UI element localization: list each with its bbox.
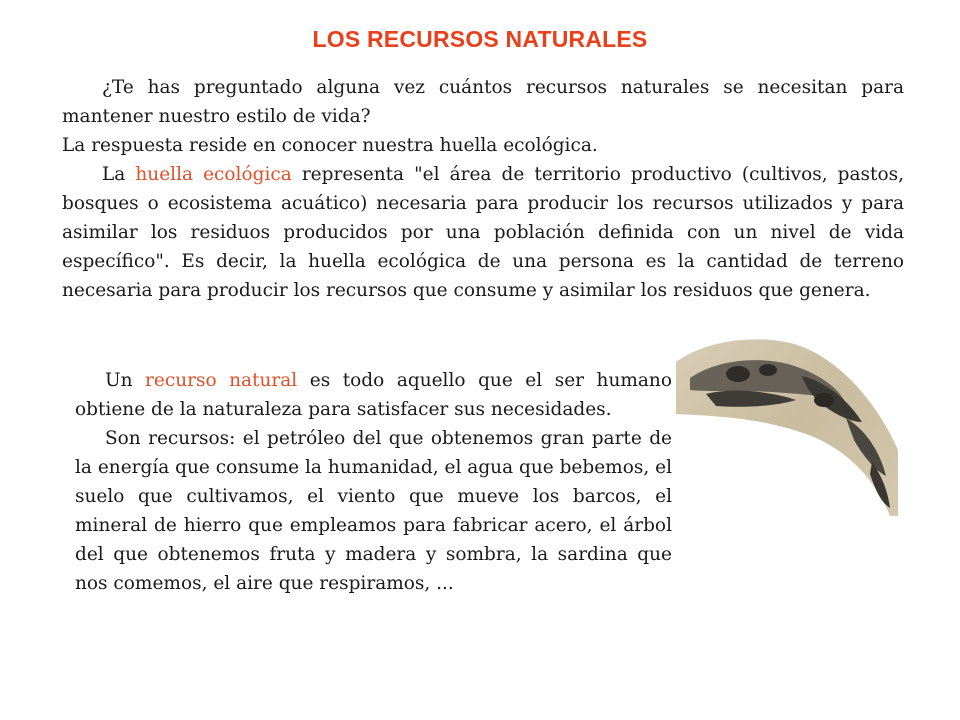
resource-prefix: Un	[105, 370, 146, 391]
footprint-illustration	[676, 330, 898, 516]
resource-definition	[75, 366, 672, 424]
resource-rest: es todo aquello que el ser humano obtiene de la naturaleza para satisfacer sus necesidades.	[75, 370, 672, 420]
resource-section	[75, 366, 672, 598]
footprint-definition	[62, 160, 904, 305]
page-title: LOS RECURSOS NATURALES	[312, 26, 648, 52]
intro-answer: La respuesta reside en conocer nuestra huella ecológica.	[62, 135, 598, 156]
intro-question: ¿Te has preguntado alguna vez cuántos recursos naturales se necesitan para mantener nuestro estilo de vida?	[62, 77, 904, 127]
highlight-term-huella: huella ecológica	[135, 164, 292, 185]
definition-prefix: La	[102, 164, 136, 185]
resource-examples: Son recursos: el petróleo del que obtenemos gran parte de la energía que consume la humanidad, el agua que bebemos, el suelo que cultivamos, el viento que mueve los barcos, el mineral de hierro que empleamos para fabricar acero, el árbol del que obtenemos fruta y madera y sombra, la sardina que nos comemos, el aire que respiramos, ...	[75, 428, 672, 594]
intro-section	[62, 73, 904, 305]
highlight-term-recurso: recurso natural	[145, 370, 298, 391]
definition-rest: representa "el área de territorio productivo (cultivos, pastos, bosques o ecosistema acuático) necesaria para producir los recursos utilizados y para asimilar los residuos producidos por una población definida con un nivel de vida específico". Es decir, la huella ecológica de una persona es la cantidad de terreno necesaria para producir los recursos que consume y asimilar los residuos que genera.	[62, 164, 904, 301]
